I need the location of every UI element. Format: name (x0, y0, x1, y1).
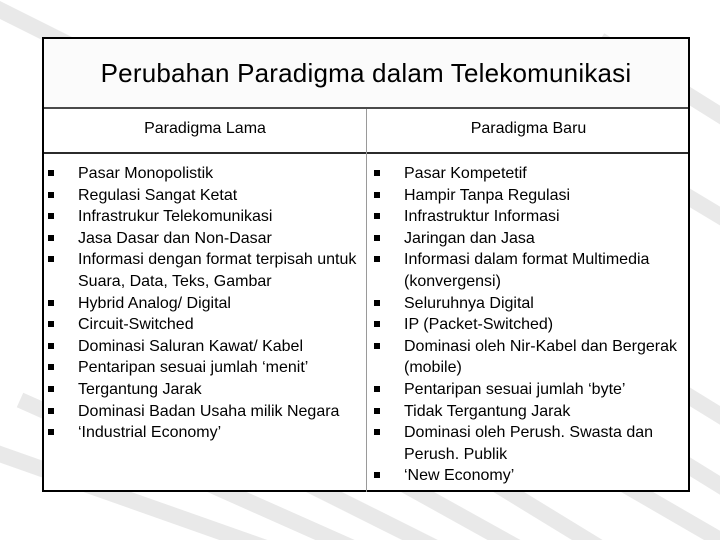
list-item (374, 401, 688, 423)
list-item (48, 163, 360, 185)
list-item-text: ‘Industrial Economy’ (78, 424, 222, 442)
square-bullet-icon (374, 429, 380, 435)
list-item (48, 249, 360, 292)
new-paradigm-list (374, 163, 688, 487)
list-item-text: Tergantung Jarak (78, 380, 202, 398)
square-bullet-icon (48, 170, 54, 176)
square-bullet-icon (374, 256, 380, 262)
list-item-text: Regulasi Sangat Ketat (78, 186, 238, 204)
list-item-text: Circuit-Switched (78, 316, 194, 334)
square-bullet-icon (48, 321, 54, 327)
column-divider (366, 109, 367, 492)
list-item (374, 228, 688, 250)
list-item-text: Pentaripan sesuai jumlah ‘byte’ (404, 380, 626, 398)
list-item-text: Pasar Monopolistik (78, 165, 214, 182)
list-item (374, 379, 688, 401)
list-item-text: Jaringan dan Jasa (404, 229, 535, 247)
square-bullet-icon (374, 321, 380, 327)
square-bullet-icon (374, 235, 380, 241)
square-bullet-icon (374, 170, 380, 176)
list-item-text: Pasar Kompetetif (404, 165, 527, 182)
list-item (374, 422, 688, 465)
square-bullet-icon (48, 429, 54, 435)
list-item (48, 206, 360, 228)
square-bullet-icon (48, 408, 54, 414)
list-item (374, 249, 688, 292)
square-bullet-icon (374, 300, 380, 306)
list-item-text: Hybrid Analog/ Digital (78, 294, 231, 312)
list-item (374, 465, 688, 487)
square-bullet-icon (48, 192, 54, 198)
paradigm-table (42, 37, 690, 492)
square-bullet-icon (374, 408, 380, 414)
square-bullet-icon (48, 386, 54, 392)
list-item (48, 228, 360, 250)
list-item-text: Hampir Tanpa Regulasi (404, 186, 571, 204)
list-item-text: Informasi dalam format Multimedia (konvergensi) (404, 251, 650, 290)
list-item (48, 357, 360, 379)
square-bullet-icon (48, 256, 54, 262)
list-item (48, 293, 360, 315)
square-bullet-icon (374, 472, 380, 478)
page-title: Perubahan Paradigma dalam Telekomunikasi (100, 57, 632, 88)
list-item-text: Infrastrukur Telekomunikasi (78, 208, 273, 226)
list-item (374, 185, 688, 207)
list-item (374, 163, 688, 185)
list-item-text: Tidak Tergantung Jarak (404, 402, 571, 420)
square-bullet-icon (48, 213, 54, 219)
square-bullet-icon (374, 192, 380, 198)
list-item (48, 422, 360, 444)
list-item-text: Dominasi oleh Nir-Kabel dan Bergerak (mobile) (404, 337, 678, 377)
list-item (374, 336, 688, 379)
square-bullet-icon (48, 300, 54, 306)
square-bullet-icon (374, 343, 380, 349)
title-row (44, 39, 688, 109)
list-item-text: ‘New Economy’ (404, 467, 515, 485)
list-item (48, 401, 360, 423)
list-item (48, 336, 360, 358)
list-item (374, 314, 688, 336)
column-header-new: Paradigma Baru (470, 120, 587, 137)
list-item (374, 293, 688, 315)
square-bullet-icon (374, 213, 380, 219)
square-bullet-icon (48, 235, 54, 241)
list-item-text: Dominasi Saluran Kawat/ Kabel (78, 337, 304, 355)
square-bullet-icon (48, 364, 54, 370)
list-item-text: Infrastruktur Informasi (404, 208, 560, 226)
list-item-text: Pentaripan sesuai jumlah ‘menit’ (78, 359, 309, 377)
square-bullet-icon (48, 343, 54, 349)
list-item (48, 185, 360, 207)
list-item-text: Jasa Dasar dan Non-Dasar (78, 229, 272, 247)
square-bullet-icon (374, 386, 380, 392)
list-item-text: IP (Packet-Switched) (404, 316, 554, 334)
list-item-text: Dominasi oleh Perush. Swasta dan Perush. Publik (404, 424, 654, 463)
list-item-text: Informasi dengan format terpisah untuk Suara, Data, Teks, Gambar (78, 251, 357, 290)
list-item (48, 314, 360, 336)
list-item (48, 379, 360, 401)
list-item-text: Dominasi Badan Usaha milik Negara (78, 402, 340, 420)
list-item (374, 206, 688, 228)
old-paradigm-list (48, 163, 360, 444)
column-header-old: Paradigma Lama (144, 120, 266, 137)
list-item-text: Seluruhnya Digital (404, 294, 534, 312)
